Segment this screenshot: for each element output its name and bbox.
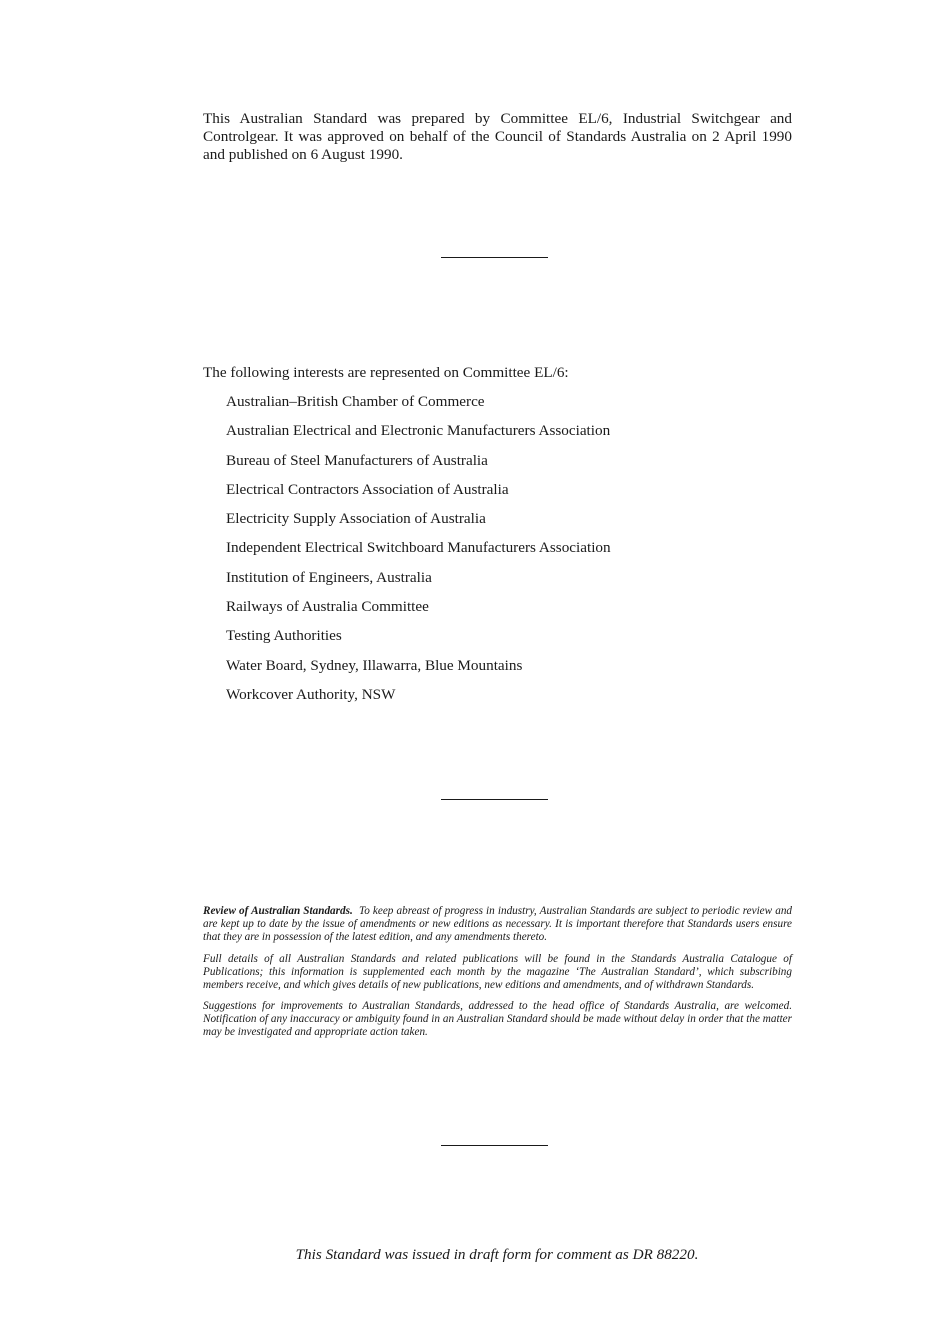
list-item: Institution of Engineers, Australia bbox=[226, 568, 432, 586]
separator-rule bbox=[441, 257, 548, 258]
list-item: Independent Electrical Switchboard Manufacturers Association bbox=[226, 539, 611, 557]
separator-rule bbox=[441, 799, 548, 800]
committee-members-list bbox=[226, 393, 611, 715]
separator-rule bbox=[441, 1145, 548, 1146]
review-paragraph bbox=[203, 905, 792, 944]
list-item: Water Board, Sydney, Illawarra, Blue Mountains bbox=[226, 656, 523, 674]
standards-notes bbox=[203, 905, 792, 1048]
list-item: Workcover Authority, NSW bbox=[226, 685, 396, 703]
list-item: Electrical Contractors Association of Australia bbox=[226, 480, 509, 498]
preparation-statement: This Australian Standard was prepared by Committee EL/6, Industrial Switchgear and Controlgear. It was approved on behalf of the Council of Standards Australia on 2 April 1990 and published on 6 August 1990. bbox=[203, 110, 792, 163]
review-heading: Review of Australian Standards. bbox=[203, 905, 353, 917]
catalogue-paragraph: Full details of all Australian Standards and related publications will be found in the Standards Australia Catalogue of Publications; this information is supplemented each month by the magazine ‘The Australian Standard’, which subscribing members receive, and which gives details of new publications, new editions and amendments, and of withdrawn Standards. bbox=[203, 952, 792, 991]
suggestions-paragraph: Suggestions for improvements to Australian Standards, addressed to the head office of Standards Australia, are welcomed. Notification of any inaccuracy or ambiguity found in an Australian Standard should be made without delay in order that the matter may be investigated and appropriate action taken. bbox=[203, 1000, 792, 1039]
review-text: To keep abreast of progress in industry, Australian Standards are subject to periodic review and are kept up to date by the issue of amendments or new editions as necessary. It is important therefore that Standards users ensure that they are in possession of the latest edition, and any amendments thereto. bbox=[203, 905, 793, 943]
list-item: Railways of Australia Committee bbox=[226, 598, 429, 616]
committee-intro: The following interests are represented on Committee EL/6: bbox=[203, 364, 569, 381]
list-item: Australian–British Chamber of Commerce bbox=[226, 393, 485, 410]
list-item: Australian Electrical and Electronic Manufacturers Association bbox=[226, 422, 611, 440]
list-item: Bureau of Steel Manufacturers of Australia bbox=[226, 451, 488, 469]
draft-note: This Standard was issued in draft form for comment as DR 88220. bbox=[295, 1246, 699, 1263]
list-item: Electricity Supply Association of Australia bbox=[226, 510, 486, 528]
list-item: Testing Authorities bbox=[226, 627, 342, 645]
